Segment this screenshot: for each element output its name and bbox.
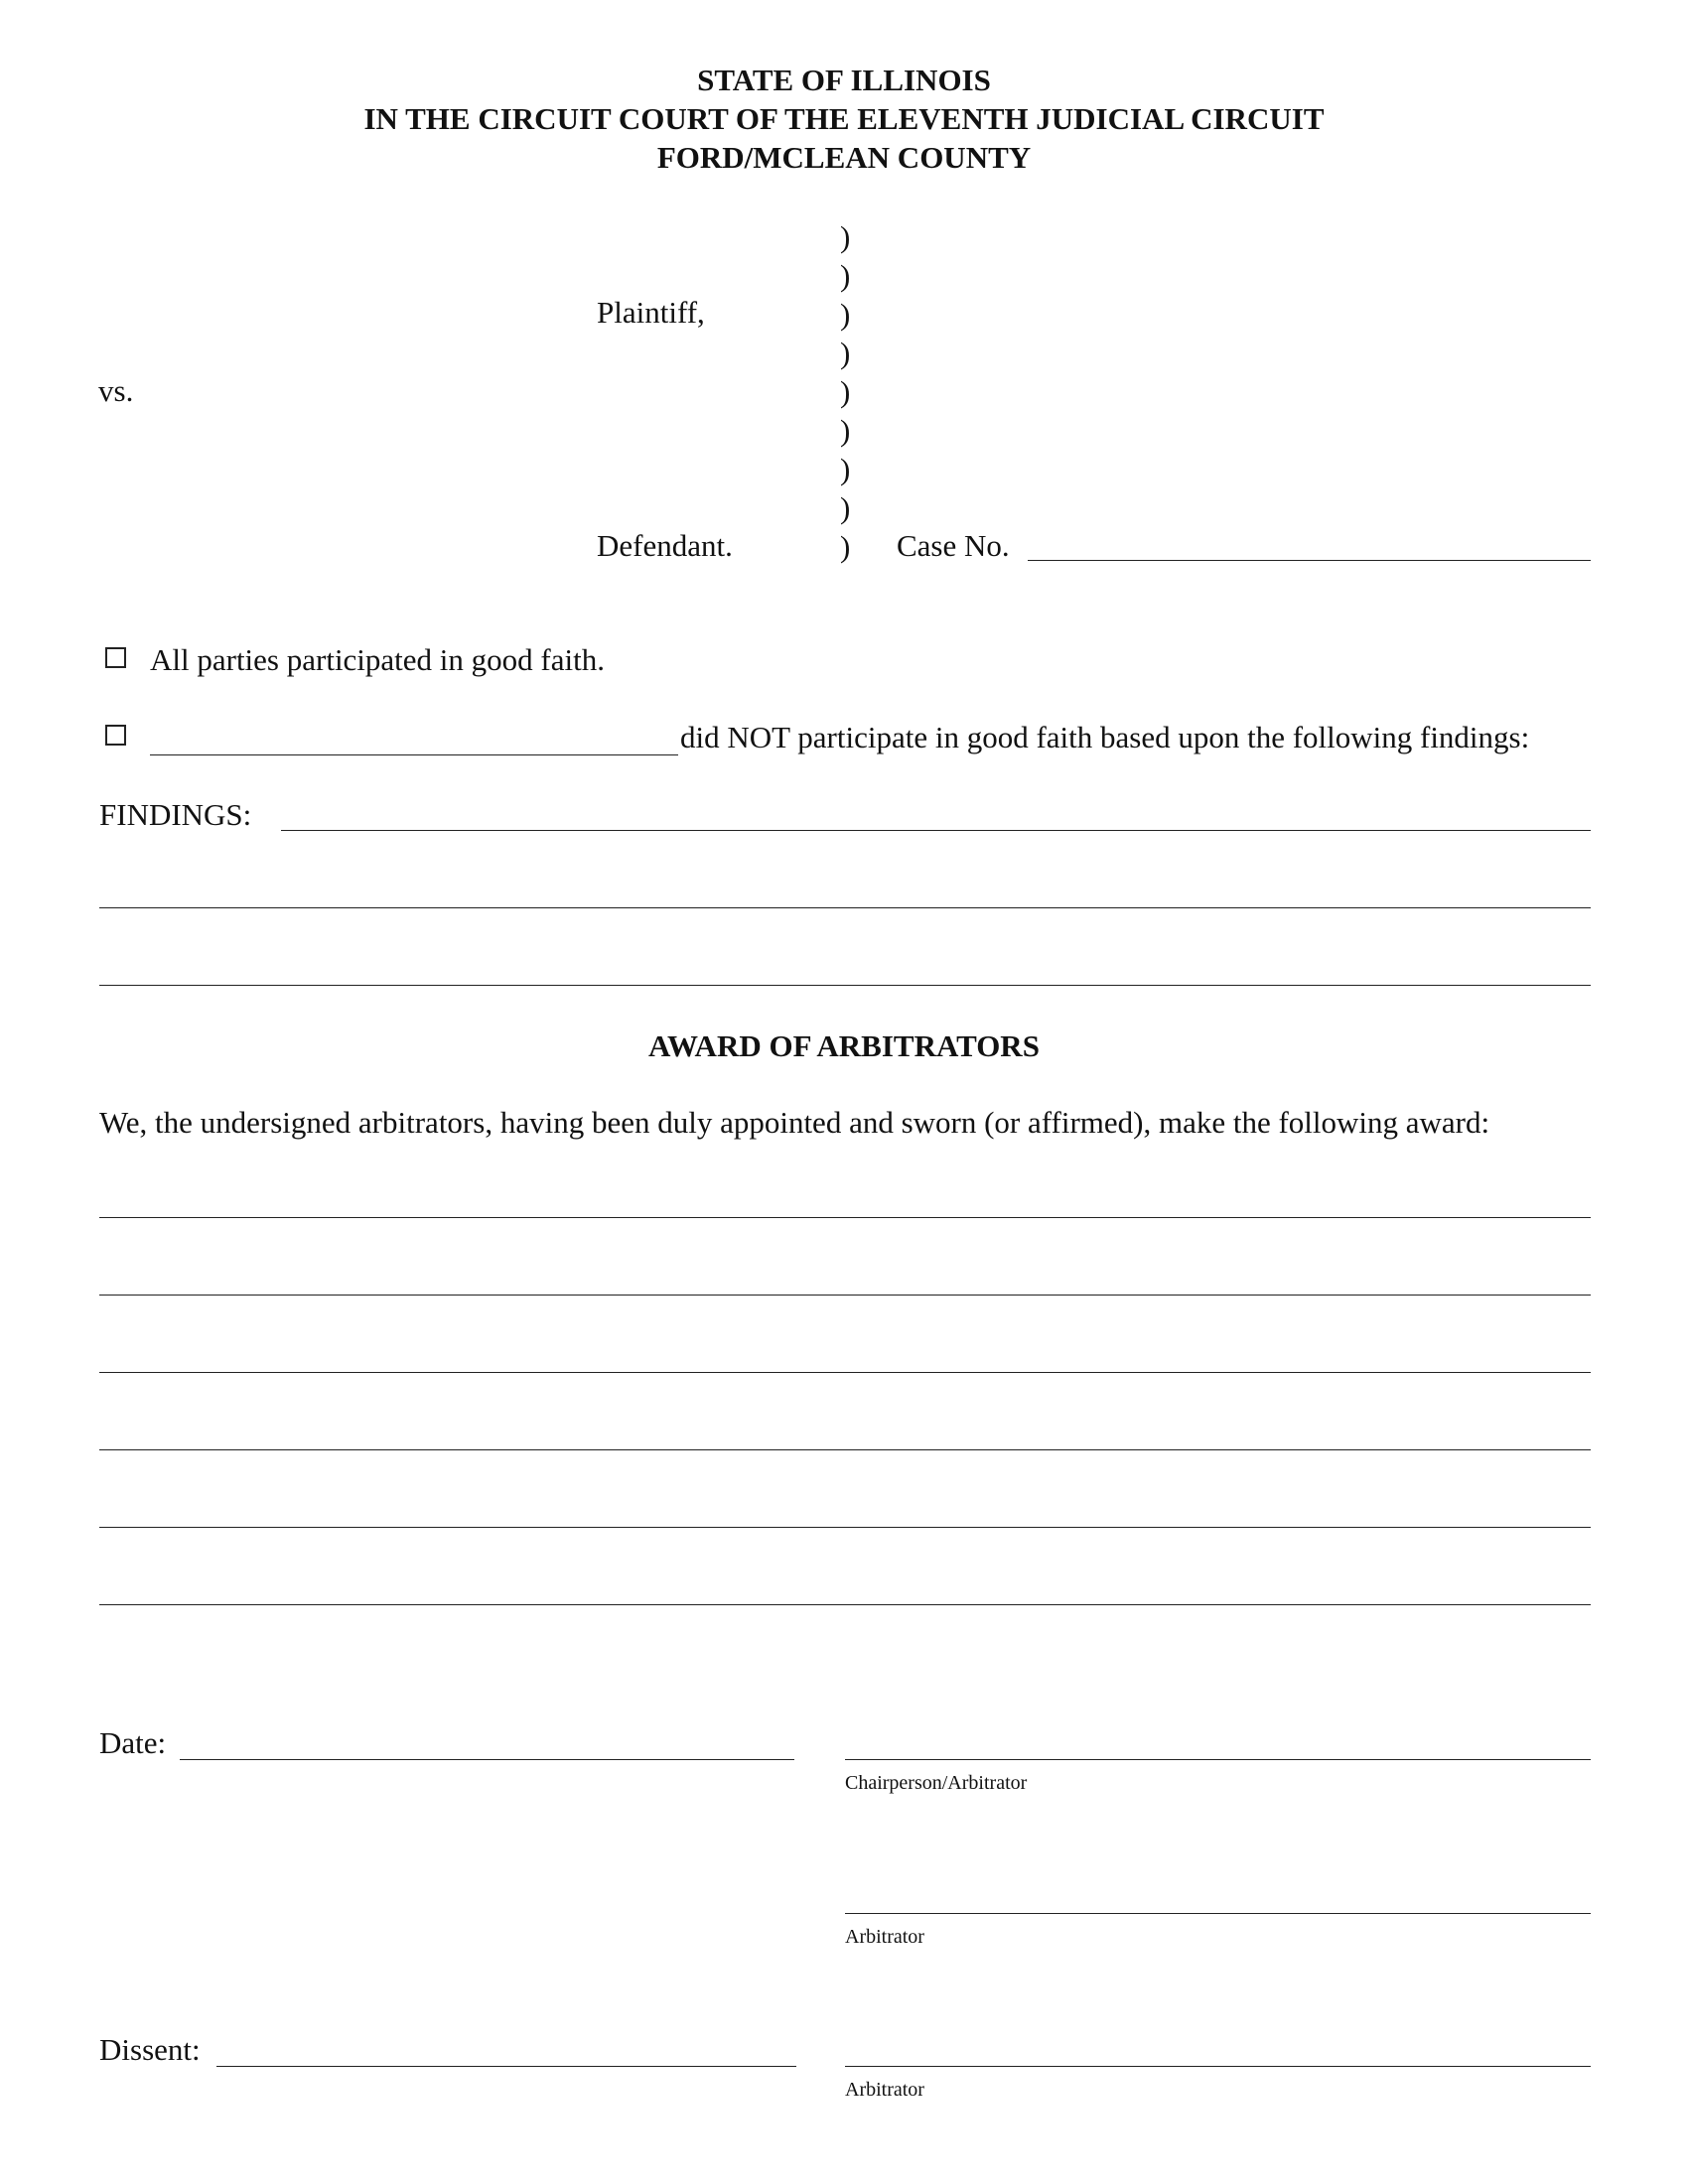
party-name-field-line <box>150 754 678 755</box>
award-line <box>99 1372 1591 1373</box>
caption-paren: ) <box>840 529 851 564</box>
dissent-label: Dissent: <box>99 2032 201 2067</box>
case-no-field-line <box>1028 560 1591 561</box>
all-parties-good-faith-label: All parties participated in good faith. <box>150 642 605 677</box>
defendant-label: Defendant. <box>597 528 733 563</box>
award-field[interactable] <box>103 1489 1587 1527</box>
all-parties-good-faith-checkbox[interactable] <box>105 647 126 668</box>
caption-paren: ) <box>840 219 851 254</box>
caption-paren: ) <box>840 336 851 370</box>
findings-line <box>99 985 1591 986</box>
caption-paren: ) <box>840 374 851 409</box>
award-line <box>99 1527 1591 1528</box>
plaintiff-label: Plaintiff, <box>597 295 705 330</box>
not-good-faith-label: did NOT participate in good faith based upon the following findings: <box>680 720 1530 754</box>
case-no-label: Case No. <box>897 528 1010 563</box>
chairperson-arbitrator-label: Chairperson/Arbitrator <box>845 1772 1028 1794</box>
findings-field[interactable] <box>286 792 1587 830</box>
date-field[interactable] <box>185 1721 790 1759</box>
court-circuit-heading: IN THE CIRCUIT COURT OF THE ELEVENTH JUDICIAL CIRCUIT <box>363 101 1325 136</box>
caption-paren: ) <box>840 452 851 486</box>
award-field[interactable] <box>103 1567 1587 1604</box>
caption-paren: ) <box>840 297 851 332</box>
arbitrator-label: Arbitrator <box>845 1926 924 1948</box>
findings-line <box>281 830 1591 831</box>
dissent-field-line <box>216 2066 796 2067</box>
award-title: AWARD OF ARBITRATORS <box>648 1028 1040 1063</box>
court-state-heading: STATE OF ILLINOIS <box>697 63 991 97</box>
date-label: Date: <box>99 1725 167 1760</box>
award-line <box>99 1449 1591 1450</box>
date-field-line <box>180 1759 794 1760</box>
arbitrator-signature-line[interactable] <box>845 2066 1591 2067</box>
findings-label: FINDINGS: <box>99 797 252 832</box>
findings-field[interactable] <box>103 870 1587 907</box>
case-no-field[interactable] <box>1033 522 1589 560</box>
dissent-field[interactable] <box>220 2028 792 2066</box>
not-good-faith-checkbox[interactable] <box>105 725 126 746</box>
award-field[interactable] <box>103 1179 1587 1217</box>
award-intro: We, the undersigned arbitrators, having been duly appointed and sworn (or affirmed), make the following award: <box>99 1105 1490 1140</box>
award-line <box>99 1604 1591 1605</box>
vs-label: vs. <box>98 373 134 408</box>
chairperson-signature-line[interactable] <box>845 1759 1591 1760</box>
caption-paren: ) <box>840 490 851 525</box>
award-line <box>99 1217 1591 1218</box>
findings-line <box>99 907 1591 908</box>
caption-paren: ) <box>840 413 851 448</box>
court-county-heading: FORD/MCLEAN COUNTY <box>656 140 1032 175</box>
award-field[interactable] <box>103 1257 1587 1295</box>
award-field[interactable] <box>103 1334 1587 1372</box>
award-line <box>99 1295 1591 1296</box>
arbitrator-label: Arbitrator <box>845 2079 924 2101</box>
findings-field[interactable] <box>103 947 1587 985</box>
party-name-field[interactable] <box>154 717 676 754</box>
arbitrator-signature-line[interactable] <box>845 1913 1591 1914</box>
award-field[interactable] <box>103 1412 1587 1449</box>
caption-paren: ) <box>840 258 851 293</box>
